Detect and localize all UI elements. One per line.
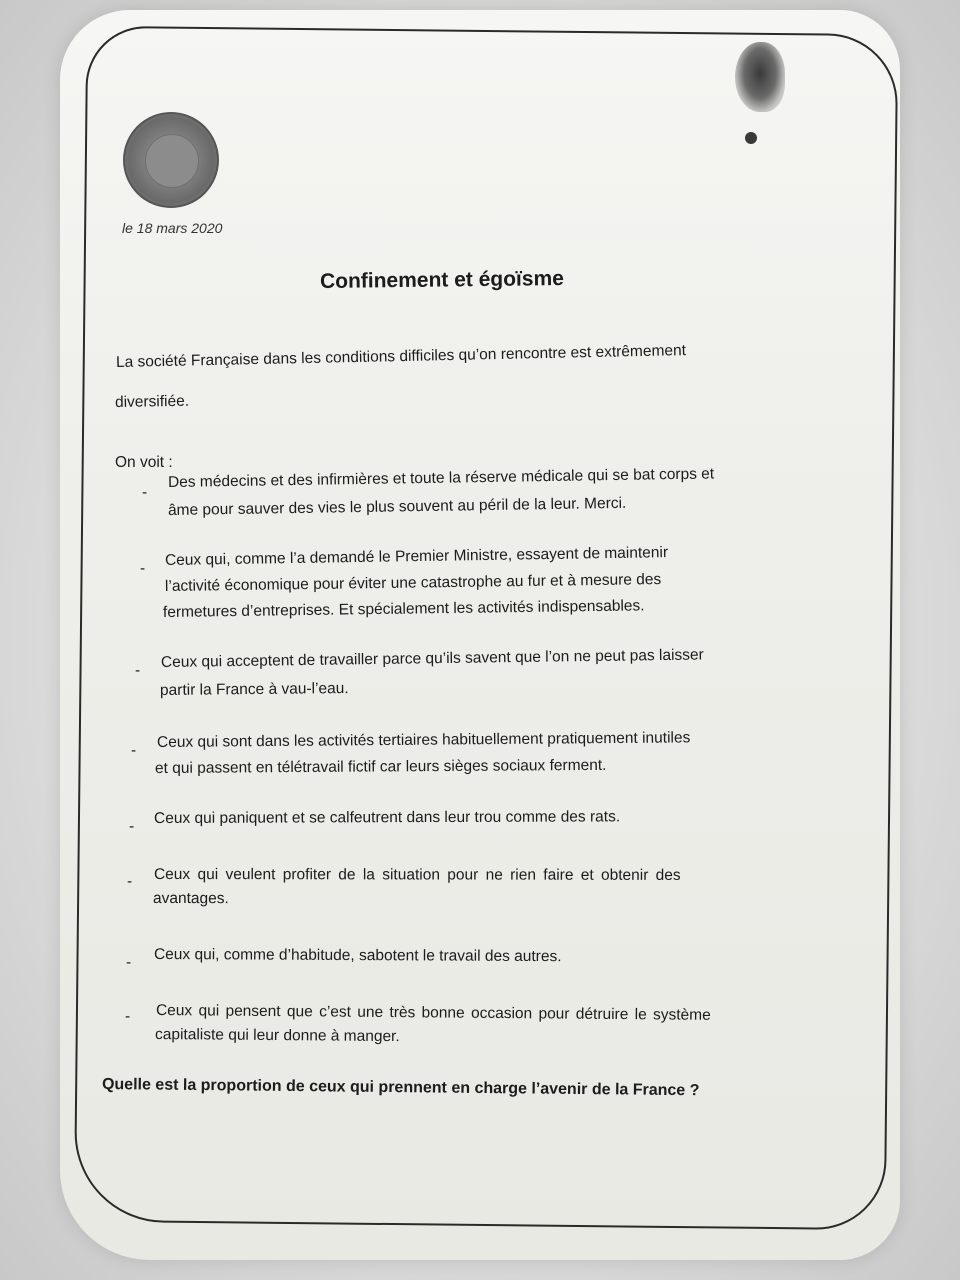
bullet-1-line-2: âme pour sauver des vies le plus souvent au péril de la leur. Merci. bbox=[167, 494, 627, 519]
ink-dot-icon bbox=[745, 132, 757, 144]
bullet-2-line-2: l’activité économique pour éviter une catastrophe au fur et à mesure des bbox=[164, 571, 662, 595]
bullet-dash: - bbox=[140, 560, 146, 577]
stamp-inner-circle bbox=[145, 134, 199, 188]
closing-question: Quelle est la proportion de ceux qui prennent en charge l’avenir de la France ? bbox=[101, 1076, 700, 1100]
ink-blot-icon bbox=[735, 42, 785, 112]
stamp-seal-icon bbox=[123, 112, 219, 208]
bullet-8-line-2: capitaliste qui leur donne à manger. bbox=[154, 1026, 400, 1046]
bullet-dash: - bbox=[125, 1008, 131, 1025]
document-title: Confinement et égoïsme bbox=[319, 267, 564, 293]
bullet-8-line-1: Ceux qui pensent que c’est une très bonne occasion pour détruire le système bbox=[155, 1002, 711, 1024]
bullet-1-line-1: Des médecins et des infirmières et toute la réserve médicale qui se bat corps et bbox=[167, 465, 715, 491]
bullet-2-line-3: fermetures d’entreprises. Et spécialement les activités indispensables. bbox=[162, 597, 645, 621]
bullet-4-line-1: Ceux qui sont dans les activités tertiaires habituellement pratiquement inutiles bbox=[156, 729, 691, 751]
bullet-4-line-2: et qui passent en télétravail fictif car leurs sièges sociaux ferment. bbox=[154, 756, 607, 777]
intro-line-2: diversifiée. bbox=[114, 392, 190, 411]
bullet-6-line-2: avantages. bbox=[152, 890, 229, 908]
bullet-dash: - bbox=[135, 662, 141, 679]
bullet-7-line-1: Ceux qui, comme d’habitude, sabotent le travail des autres. bbox=[153, 946, 562, 966]
bullet-5-line-1: Ceux qui paniquent et se calfeutrent dans leur trou comme des rats. bbox=[153, 808, 621, 827]
bullet-6-line-1: Ceux qui veulent profiter de la situation pour ne rien faire et obtenir des bbox=[153, 866, 681, 884]
intro-line-1: La société Française dans les conditions difficiles qu’on rencontre est extrêmement bbox=[115, 342, 687, 371]
lead-text: On voit : bbox=[115, 454, 173, 471]
bullet-2-line-1: Ceux qui, comme l’a demandé le Premier Ministre, essayent de maintenir bbox=[164, 544, 669, 569]
bullet-3-line-2: partir la France à vau-l’eau. bbox=[159, 680, 349, 699]
bullet-dash: - bbox=[126, 954, 132, 971]
bullet-dash: - bbox=[129, 818, 135, 835]
page-border bbox=[74, 26, 898, 1230]
document-date: le 18 mars 2020 bbox=[122, 220, 223, 236]
bullet-dash: - bbox=[127, 873, 133, 890]
bullet-dash: - bbox=[131, 742, 137, 759]
bullet-dash: - bbox=[142, 484, 148, 501]
bullet-3-line-1: Ceux qui acceptent de travailler parce qu’ils savent que l’on ne peut pas laisser bbox=[160, 646, 704, 671]
